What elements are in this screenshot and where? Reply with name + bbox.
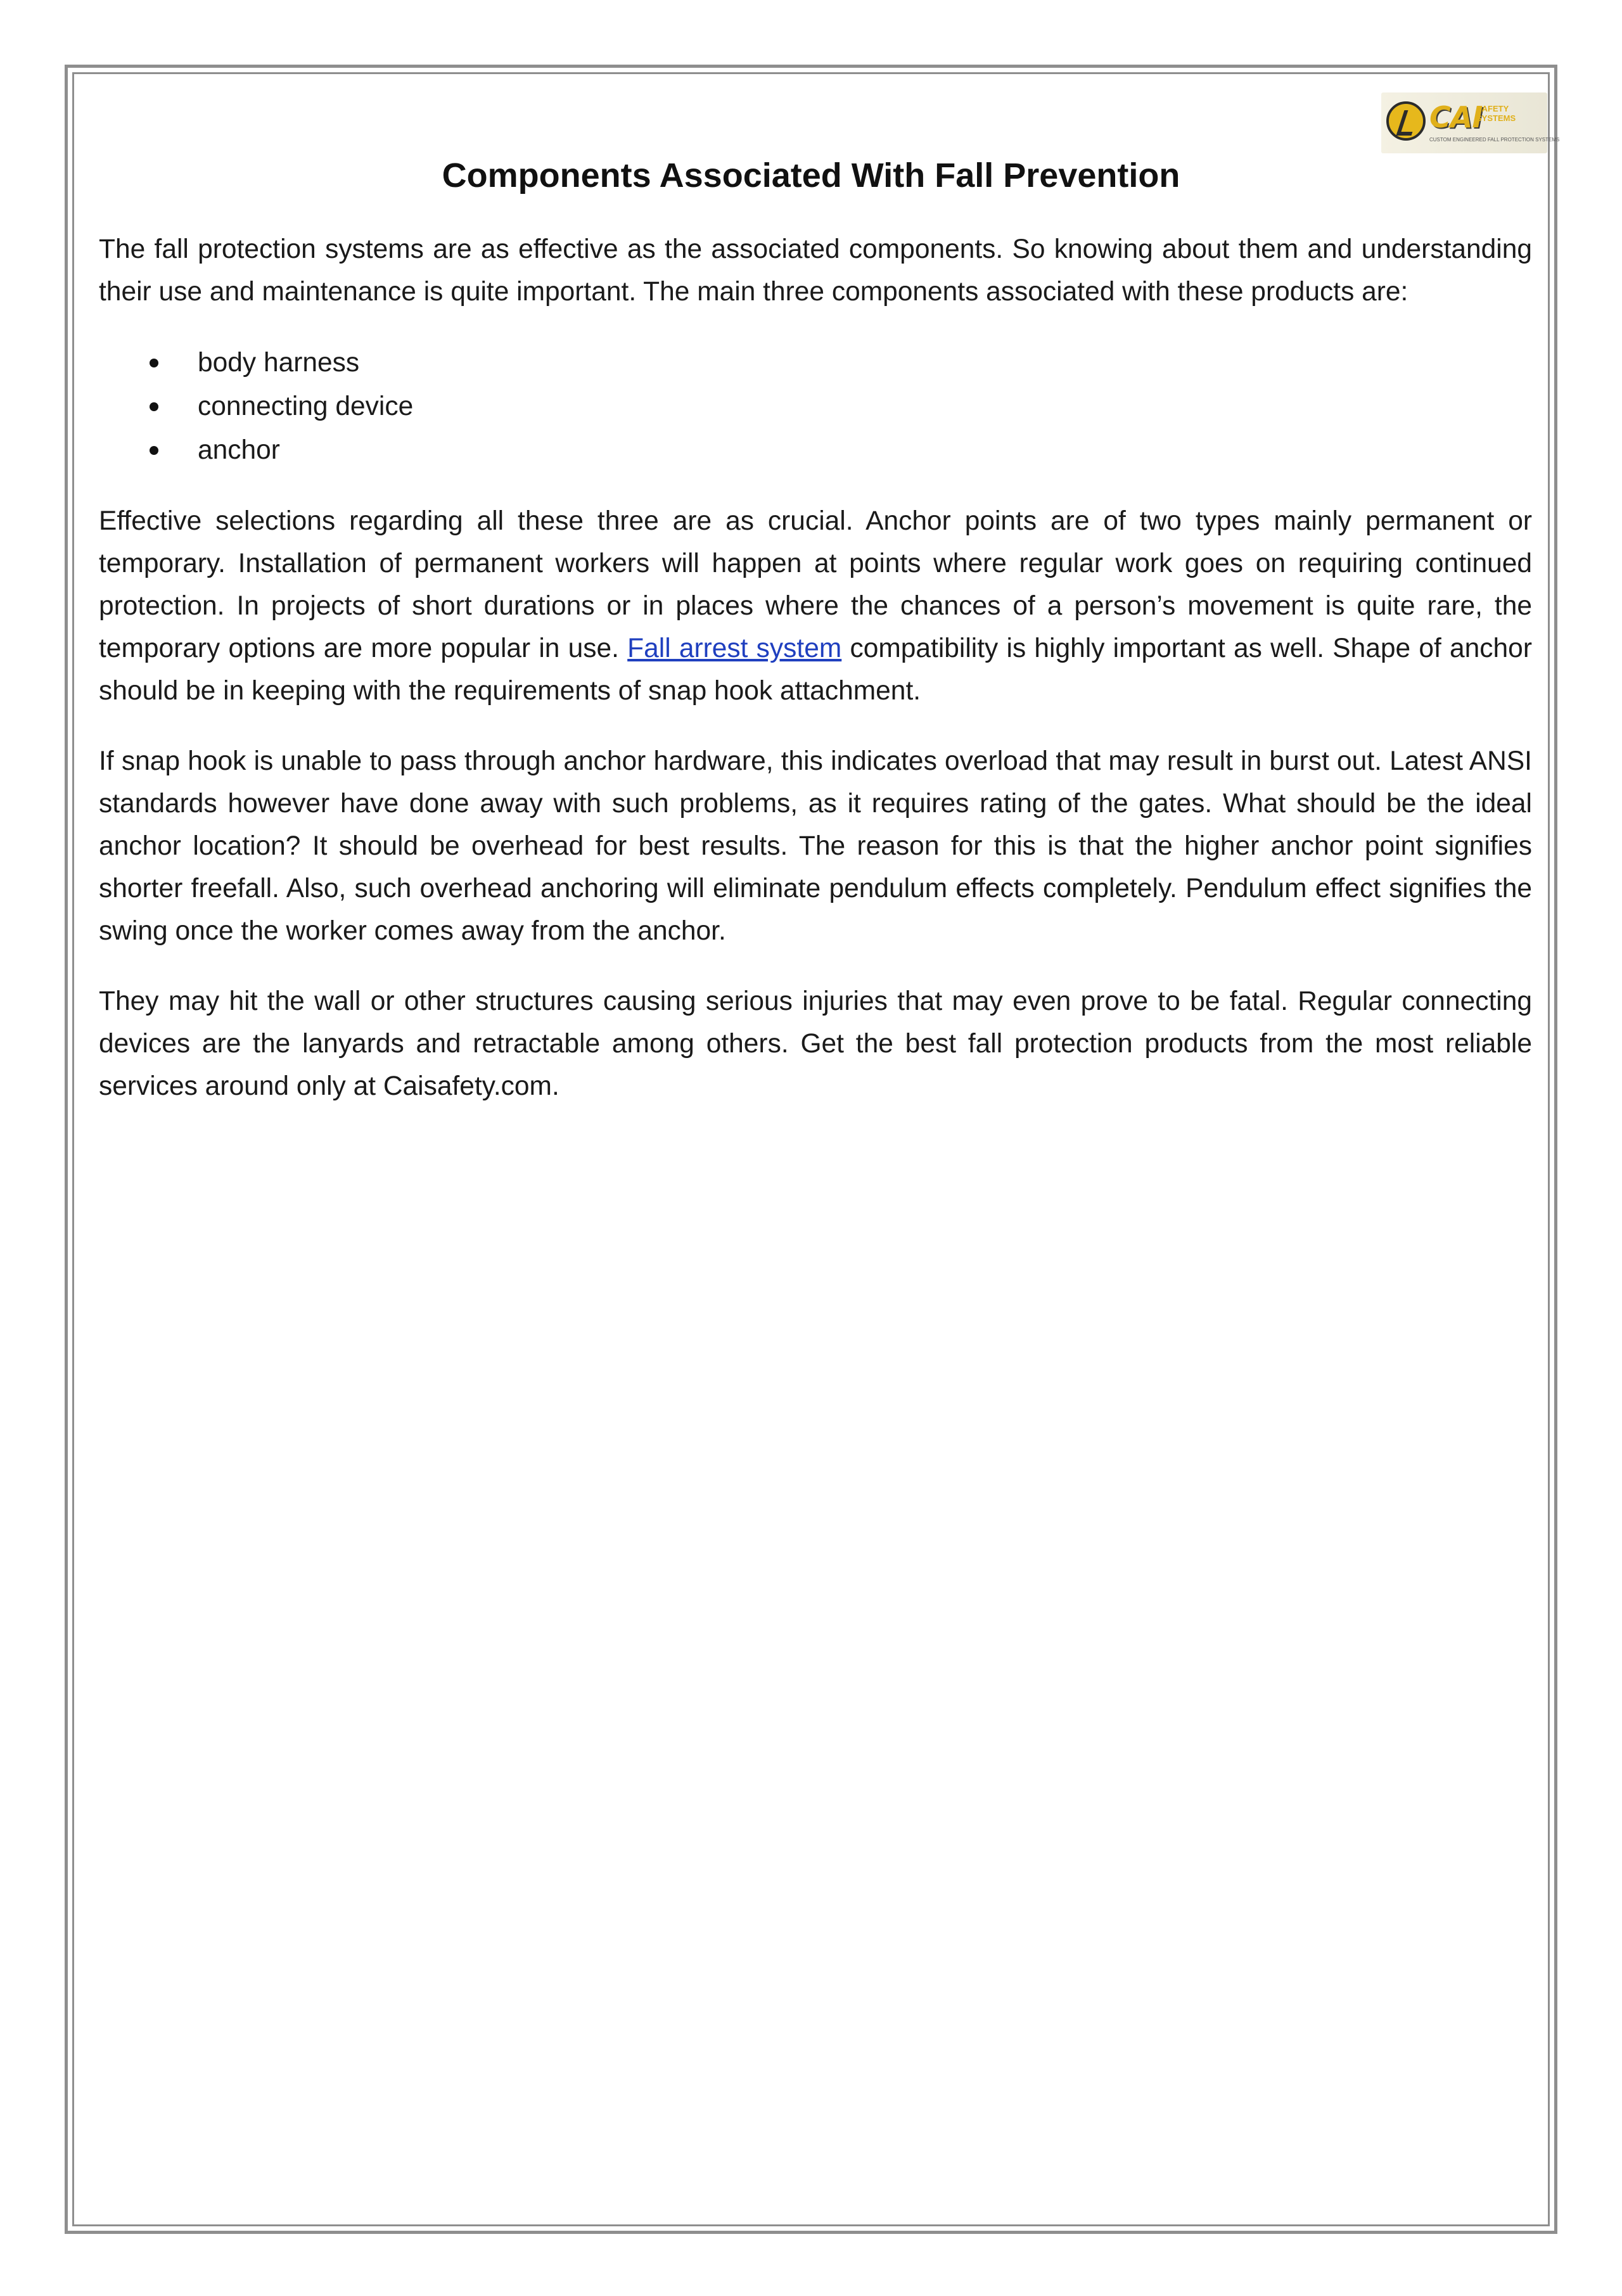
list-item xyxy=(99,428,1532,472)
components-list xyxy=(99,341,1532,472)
document-title: Components Associated With Fall Prevention xyxy=(442,156,1180,195)
logo-subtext: SAFETY SYSTEMS xyxy=(1476,104,1516,123)
anchor-selection-paragraph xyxy=(99,500,1532,712)
fall-arrest-system-link[interactable]: Fall arrest system xyxy=(627,634,842,663)
bullet-icon xyxy=(150,446,158,455)
list-item-label: connecting device xyxy=(198,392,414,421)
list-item-label: anchor xyxy=(198,435,280,465)
document-body xyxy=(99,228,1532,1135)
logo-tagline: CUSTOM ENGINEERED FALL PROTECTION SYSTEMS xyxy=(1429,137,1560,143)
snap-hook-paragraph: If snap hook is unable to pass through anchor hardware, this indicates overload that may result in burst out. Latest ANSI standards however have done away with such problems, as it requires rating of the gates. What should be the ideal anchor location? It should be overhead for best results. The reason for this is that the higher anchor point signifies shorter freefall. Also, such overhead anchoring will eliminate pendulum effects completely. Pendulum effect signifies the swing once the worker comes away from the anchor. xyxy=(99,746,1532,946)
bullet-icon xyxy=(150,359,158,367)
list-item-label: body harness xyxy=(198,348,360,378)
logo-emblem-icon xyxy=(1386,101,1426,141)
list-item xyxy=(99,385,1532,428)
intro-paragraph: The fall protection systems are as effective as the associated components. So knowing about them and understanding their use and maintenance is quite important. The main three components associated with these products are: xyxy=(99,234,1532,307)
logo-text: CAI xyxy=(1429,100,1483,134)
list-item xyxy=(99,341,1532,385)
company-logo xyxy=(1381,92,1560,153)
bullet-icon xyxy=(150,402,158,411)
closing-paragraph: They may hit the wall or other structures causing serious injuries that may even prove to be fatal. Regular connecting devices are the lanyards and retractable among others. Get the best fall protection products from the most reliable services around only at Caisafety.com. xyxy=(99,986,1532,1101)
paragraph-text: Effective selections regarding all these three are as crucial. Anchor points are of two types mainly permanent or temporary. Installation of permanent workers will happen at points where regular work goes on requiring continued protection. In projects of short durations or in places where the chances of a person’s movement is quite rare, the temporary options are more popular in use. xyxy=(99,506,1532,663)
paragraph-text: compatibility is highly important as well. Shape of anchor should be in keeping with the requirements of snap hook attachment. xyxy=(99,634,1532,706)
